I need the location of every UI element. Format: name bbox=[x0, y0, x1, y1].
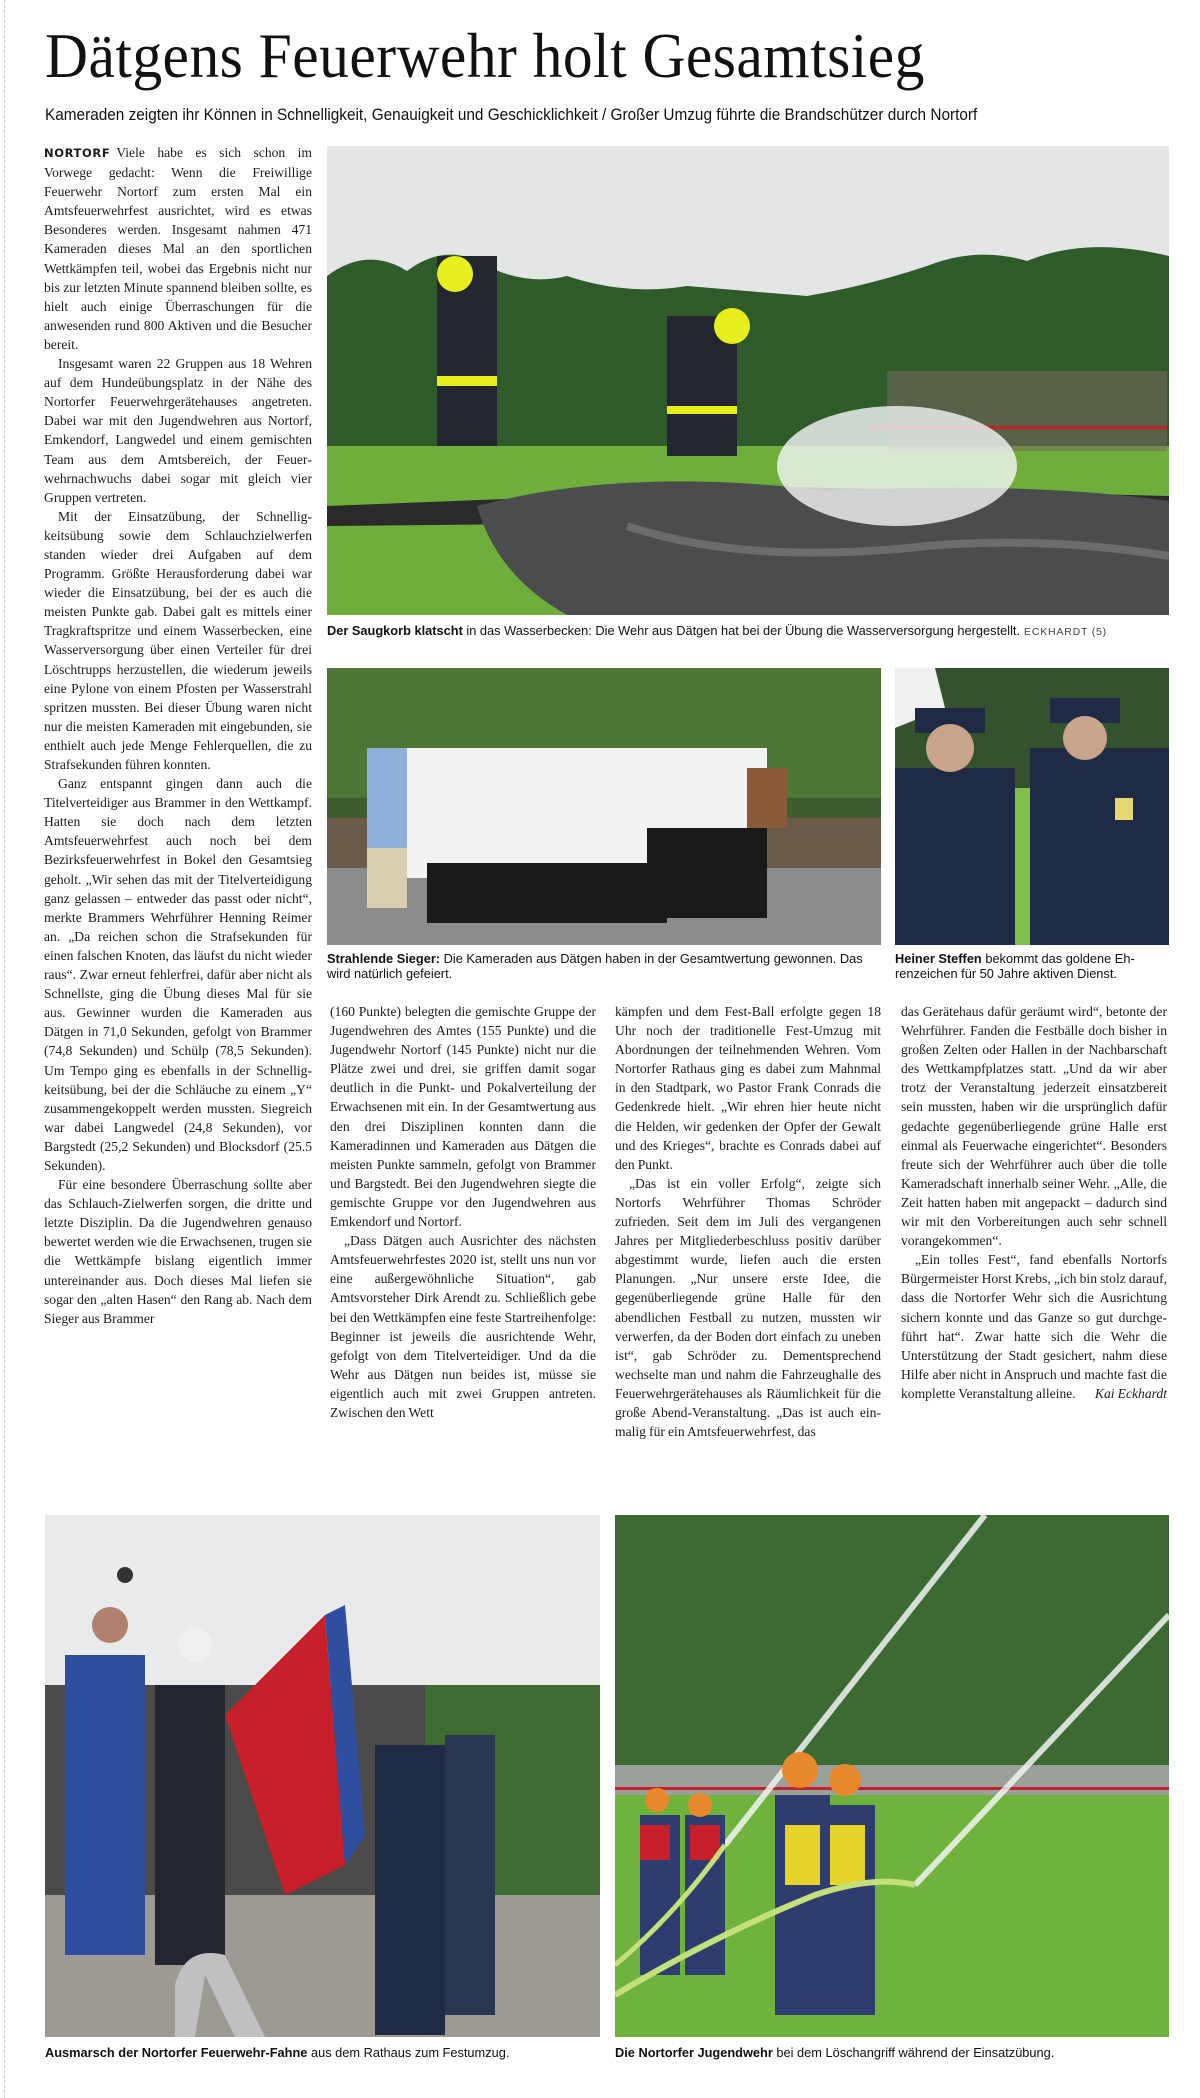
caption-bold: Strahlende Sieger: bbox=[327, 951, 441, 966]
dateline: NORTORF bbox=[44, 146, 111, 160]
byline: Kai Eckhardt bbox=[1094, 1385, 1167, 1401]
officers bbox=[375, 1735, 495, 2035]
caption-text: bekommt das goldene Ehrenzeichen für 50 Jahre aktiven Dienst. bbox=[895, 951, 1135, 981]
page-edge-rule bbox=[4, 0, 5, 2098]
firefighter-left bbox=[437, 256, 497, 446]
paragraph: NORTORF Viele habe es sich schon im Vorwege gedacht: Wenn die Freiwillige Feuerwehr Nortorf zum ersten Mal ein Amtsfeuerwehrfest ausrichtet, wird es etwas Besonderes werden. Insgesamt nahmen 471 Kameraden dieses Mal an den sportlichen Wettkämpfen teil, wobei das Ergebnis nicht nur bis zur letzten Minute spannend bleiben sollte, es hielt auch einige Überraschungen für die anwesenden rund 800 Aktiven und die Besucher bereit. bbox=[44, 145, 312, 352]
paragraph: „Dass Dätgen auch Ausrichter des nächsten Amtsfeuerwehrfestes 2020 ist, stellt uns nun vor eine außergewöhnliche Situation“, gab Amtsvorsteher Dirk Arendt zu. Schließlich gebe bei den Wettkämpfen eine feste Startreihenfolge: Beginner ist jeweils die ausrichtende Wehr, gefolgt von dem Titelverteidiger. Und da die Wehr aus Dätgen nun beides ist, müsse sie eigentlich auch mit zwei Gruppen antreten. Zwischen den Wett bbox=[330, 1233, 596, 1420]
caption-bold: Ausmarsch der Nortorfer Feuerwehr-Fahne bbox=[45, 2045, 308, 2060]
paragraph: das Gerätehaus dafür geräumt wird“, betonte der Wehrführer. Fanden die Festbälle doch bisher in großen Zelten oder Hallen in der Nachbarschaft des Wettkampfplatzes statt. „Und da wir aber trotz der Veranstaltung jederzeit einsatzbereit sein mussten, haben wir die ursprünglich dafür gedachte gegenüberliegende grüne Halle erst einmal als Feuerwache eingerichtet“. Besonders freute sich der Wehrführer auch über die tolle Kameradschaft innerhalb seiner Wehr. „Alle, die Zeit hatten haben mit angepackt – dadurch sind wir mit den Vorbereitungen auch sehr schnell vorangekommen“. bbox=[901, 1004, 1167, 1249]
paragraph: Mit der Einsatzübung, der Schnelligkeitsübung sowie dem Schlauchzielwerfen standen wieder drei Aufgaben auf dem Programm. Größte Herausforderung dabei war wieder die Einsatzübung, bei der es auch die meisten Punkte gab. Dabei galt es mittels einer Tragkraftspritze und einem Wasserbecken, eine Wasserversorgung über einen Verteiler für drei Löschtrupps herzustellen, die wiederum jeweils eine Pylone von einem Pfosten per Wasserstrahl spritzen mussten. Bei dieser Übung waren nicht nur die meisten Kameraden mit eingebunden, sie enthielt auch jede Menge Fehlerquellen, die zu Strafsekunden führen konnten. bbox=[44, 508, 312, 772]
article-column-3 bbox=[615, 1002, 881, 1441]
caption-bold: Die Nortorfer Jugendwehr bbox=[615, 2045, 773, 2060]
caption-text: bei dem Löschangriff während der Einsatzübung. bbox=[772, 2045, 1055, 2060]
article-column-2 bbox=[330, 1002, 596, 1422]
photo-winners bbox=[327, 668, 881, 945]
headline: Dätgens Feuerwehr holt Gesamtsieg bbox=[45, 20, 925, 91]
photo-honor bbox=[895, 668, 1169, 945]
caption-bold: Heiner Steffen bbox=[895, 951, 982, 966]
caption-water-basin bbox=[327, 623, 1177, 640]
photo-water-basin bbox=[327, 146, 1169, 615]
paragraph: Insgesamt waren 22 Gruppen aus 18 Wehren auf dem Hundeübungsplatz in der Nähe des Nortorfer Feuerwehrgerätehauses angetreten. Dabei war mit den Jugendwehren aus Nortorf, Emkendorf, Langwedel und einem gemischten Team aus dem Amtsbereich, der Feuerwehrnachwuchs dabei sogar mit gleich vier Gruppen vertreten. bbox=[44, 356, 312, 505]
article-column-1 bbox=[44, 143, 312, 1328]
paragraph: Für eine besondere Überraschung sollte aber das Schlauch-Zielwerfen sorgen, die dritte und letzte Disziplin. Da die Jugendwehren genauso bewertet werden wie die Erwachsenen, trugen sie die Wettkämpfe bislang eigentlich immer untereinander aus. Doch dieses Mal liefen sie sogar den „alten Hasen“ den Rang ab. Nach dem Sieger aus Brammer bbox=[44, 1177, 312, 1326]
caption-text: Die Kameraden aus Dätgen haben in der Gesamtwertung gewonnen. Das wird natürlich gefeiert. bbox=[327, 951, 863, 981]
caption-bold: Der Saugkorb klatscht bbox=[327, 623, 463, 638]
caption-text: aus dem Rathaus zum Festumzug. bbox=[307, 2045, 510, 2060]
paragraph: kämpfen und dem Fest-Ball erfolgte gegen 18 Uhr noch der traditionelle Fest-Umzug mit Abordnungen der teilnehmenden Wehren. Vom Nortorfer Rathaus ging es dabei zum Mahnmal in den Stadtpark, wo Pastor Frank Conrads die Gedenkrede hielt. „Wir ehren hier heute nicht die Helden, wir gedenken der Opfer der Gewalt und des Krieges“, brachte es Conrads dabei auf den Punkt. bbox=[615, 1004, 881, 1172]
photo-credit: ECKHARDT (5) bbox=[1024, 626, 1107, 638]
article-column-4 bbox=[901, 1002, 1167, 1403]
paragraph: (160 Punkte) belegten die gemischte Gruppe der Jugendwehren des Amtes (155 Punkte) und die Jugendwehr Nortorf (145 Punkte) nicht nur die Plätze zwei und drei, sie griffen damit sogar deutlich in die Punkt- und Pokalverteilung der Erwachsenen mit ein. In der Gesamtwertung aus den drei Disziplinen konnten dann die Kameradinnen und Kameraden aus Dätgen die meisten Punkte sammeln, gefolgt von Brammer und Bargstedt. Bei den Jugendwehren siegte die gemischte Gruppe vor den Jugendwehren aus Emkendorf und Nortorf. bbox=[330, 1004, 596, 1230]
paragraph: Ganz entspannt gingen dann auch die Titelverteidiger aus Brammer in den Wettkampf. Hatten sie doch nach dem letzten Amtsfeuerwehrfest auch noch bei dem Bezirksfeuerwehrfest in Bokel den Gesamtsieg geholt. „Wir sehen das mit der Titelverteidigung ganz gelassen – entweder das passt oder nicht“, merkte Brammers Wehrführer Henning Reimer an. „Da reichen schon die Strafsekunden für einen falschen Knoten, das läufst du nicht wieder raus“. Zwar erneut fehlerfrei, dafür aber nicht als Schnellste, ging die Übung dieses Mal für sie aus. Gewinner wurden die Kameraden aus Dätgen in 71,0 Sekunden, gefolgt von Brammer (74,8 Sekunden) und Schülp (78,5 Sekunden). Um Tempo ging es ebenfalls in der Schnelligkeitsübung, bei der die Schläuche zu einem „Y“ zusammengekoppelt werden mussten. Siegreich war dabei Langwedel (24,8 Sekunden), vor Bargstedt (25,2 Sekunden) und Blocksdorf (25.5 Sekunden). bbox=[44, 776, 312, 1173]
photo-flag-march bbox=[45, 1515, 600, 2037]
caption-winners bbox=[327, 951, 887, 981]
youth-firefighter bbox=[65, 1607, 145, 1955]
caption-flag-march bbox=[45, 2045, 605, 2060]
subheadline: Kameraden zeigten ihr Können in Schnelligkeit, Genauigkeit und Geschicklichkeit / Großer Umzug führte die Brandschützer durch Nortorf bbox=[45, 106, 978, 124]
caption-youth-brigade bbox=[615, 2045, 1175, 2060]
caption-honor bbox=[895, 951, 1185, 981]
photo-youth-brigade bbox=[615, 1515, 1169, 2037]
paragraph: „Das ist ein voller Erfolg“, zeigte sich Nortorfs Wehrführer Thomas Schröder zufrieden. Seit dem im Juli des vergangenen Jahres per Mitgliederbeschluss positiv darüber abgestimmt wurde, liefen auch die ersten Planungen. „Nur unsere erste Idee, die gegenüberliegende grüne Halle für den abendlichen Festball zu nutzen, mussten wir verwerfen, da der Boden dort einfach zu uneben ist“, gab Schröder zu. Dementsprechend wechselte man und nahm die Fahrzeughalle des Feuerwehrgerätehauses als Räumlichkeit für die große Abend-Veranstaltung. „Das ist auch einmalig für ein Amtsfeuerwehrfest, das bbox=[615, 1175, 881, 1440]
paragraph: „Ein tolles Fest“, fand ebenfalls Nortorfs Bürgermeister Horst Krebs, „ich bin stolz darauf, dass die Nortorfer Wehr sich die Ausrichtung sichern konnte und das Ganze so gut durchgeführt hat“. Zwar hatte sich die Wehr die Unterstützung der Stadt gesichert, nahm diese Hilfe aber nicht in Anspruch und machte fast die komplette Veranstaltung alleine. Kai Eckhardt bbox=[901, 1250, 1167, 1403]
caption-text: in das Wasserbecken: Die Wehr aus Dätgen hat bei der Übung die Wasserversorgung hergestellt. bbox=[462, 623, 1021, 638]
